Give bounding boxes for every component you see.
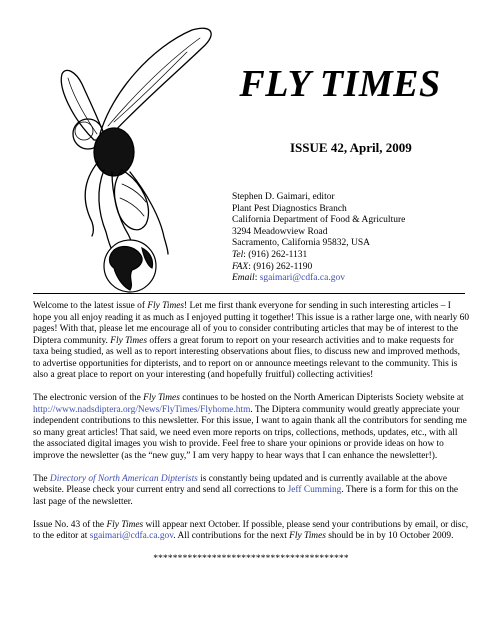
- divider-rule: [33, 293, 465, 294]
- editor-email-link[interactable]: sgaimari@cdfa.ca.gov: [89, 531, 174, 541]
- fax-label: FAX: [232, 261, 249, 272]
- editor-tel: [232, 250, 405, 262]
- tel-label: Tel: [232, 249, 244, 260]
- editor-email: [232, 273, 405, 285]
- website-link[interactable]: http://www.nadsdiptera.org/News/FlyTimes/Flyhome.htm: [33, 404, 251, 415]
- editor-street: 3294 Meadowview Road: [232, 226, 328, 237]
- fly-wing-upper: [100, 28, 211, 134]
- fly-abdomen: [115, 170, 149, 230]
- editor-fax: [232, 262, 405, 274]
- intro-paragraph-4: Issue No. 43 of the Fly Times will appear next October. If possible, please send your contributions by email, or disc, to the editor at sgaimari@cdfa.ca.gov. All contributions for the next Fly Times should be in by 10 October 2009.: [33, 519, 469, 541]
- editor-org: Plant Pest Diagnostics Branch: [232, 203, 347, 214]
- directory-link[interactable]: Directory of North American Dipterists: [49, 473, 198, 484]
- intro-paragraph-2: The electronic version of the Fly Times continues to be hosted on the North American Dipterists Society website at http://www.nadsdiptera.org/News/FlyTimes/Flyhome.htm. The Diptera community would greatly appreciate your independent contributions to this newsletter. For this issue, I want to again thank all the contributors for sending me so many great articles! That said, we need even more reports on trips, collections, methods, updates, etc., with all the associated digital images you wish to provide. Feel free to share your opinions or provide ideas on how to improve the newsletter (as the “new guy,” I am very happy to hear ways that I can enhance the newsletter!).: [33, 393, 467, 461]
- editor-name: Stephen D. Gaimari, editor: [232, 192, 335, 202]
- editor-city: Sacramento, California 95832, USA: [232, 238, 370, 249]
- section-separator: ****************************************: [153, 554, 349, 564]
- intro-paragraph-1: Welcome to the latest issue of Fly Times! Let me first thank everyone for sending in such interesting articles – I hope you all enjoy reading it as much as I enjoyed putting it together! This issue is a rather large one, with nearly 60 pages! With that, please let me encourage all of you to consider contributing articles that may be of interest to the Diptera community. Fly Times offers a great forum to report on your research activities and to make requests for taxa being studied, as well as to report interesting observations about flies, to discuss new and improved methods, to advertise opportunities for dipterists, and to report on or announce meetings relevant to the community. This is also a great place to report on your interesting (and hopefully fruitful) collecting activities!: [33, 301, 470, 380]
- editor-department: California Department of Food & Agriculture: [232, 215, 406, 226]
- intro-paragraph-3: The Directory of North American Dipterists is constantly being updated and is currently available at the above website. Please check your current entry and send all corrections to Jeff Cumming. There is a form for this on the last page of the newsletter.: [33, 473, 459, 507]
- fly-thorax: [94, 128, 134, 176]
- fly-wing-lower: [61, 70, 106, 140]
- editor-contact-block: [232, 192, 405, 285]
- fax-value: : (916) 262-1190: [248, 261, 313, 272]
- email-link[interactable]: sgaimari@cdfa.ca.gov: [259, 273, 345, 284]
- newsletter-intro: [33, 301, 469, 577]
- jeff-cumming-link[interactable]: Jeff Cumming: [287, 485, 342, 495]
- email-label: Email: [232, 273, 255, 284]
- tel-value: : (916) 262-1131: [243, 249, 308, 260]
- issue-number: ISSUE 42, April, 2009: [290, 140, 412, 155]
- newsletter-title: FLY TIMES: [239, 63, 441, 105]
- email-sep: :: [254, 273, 260, 284]
